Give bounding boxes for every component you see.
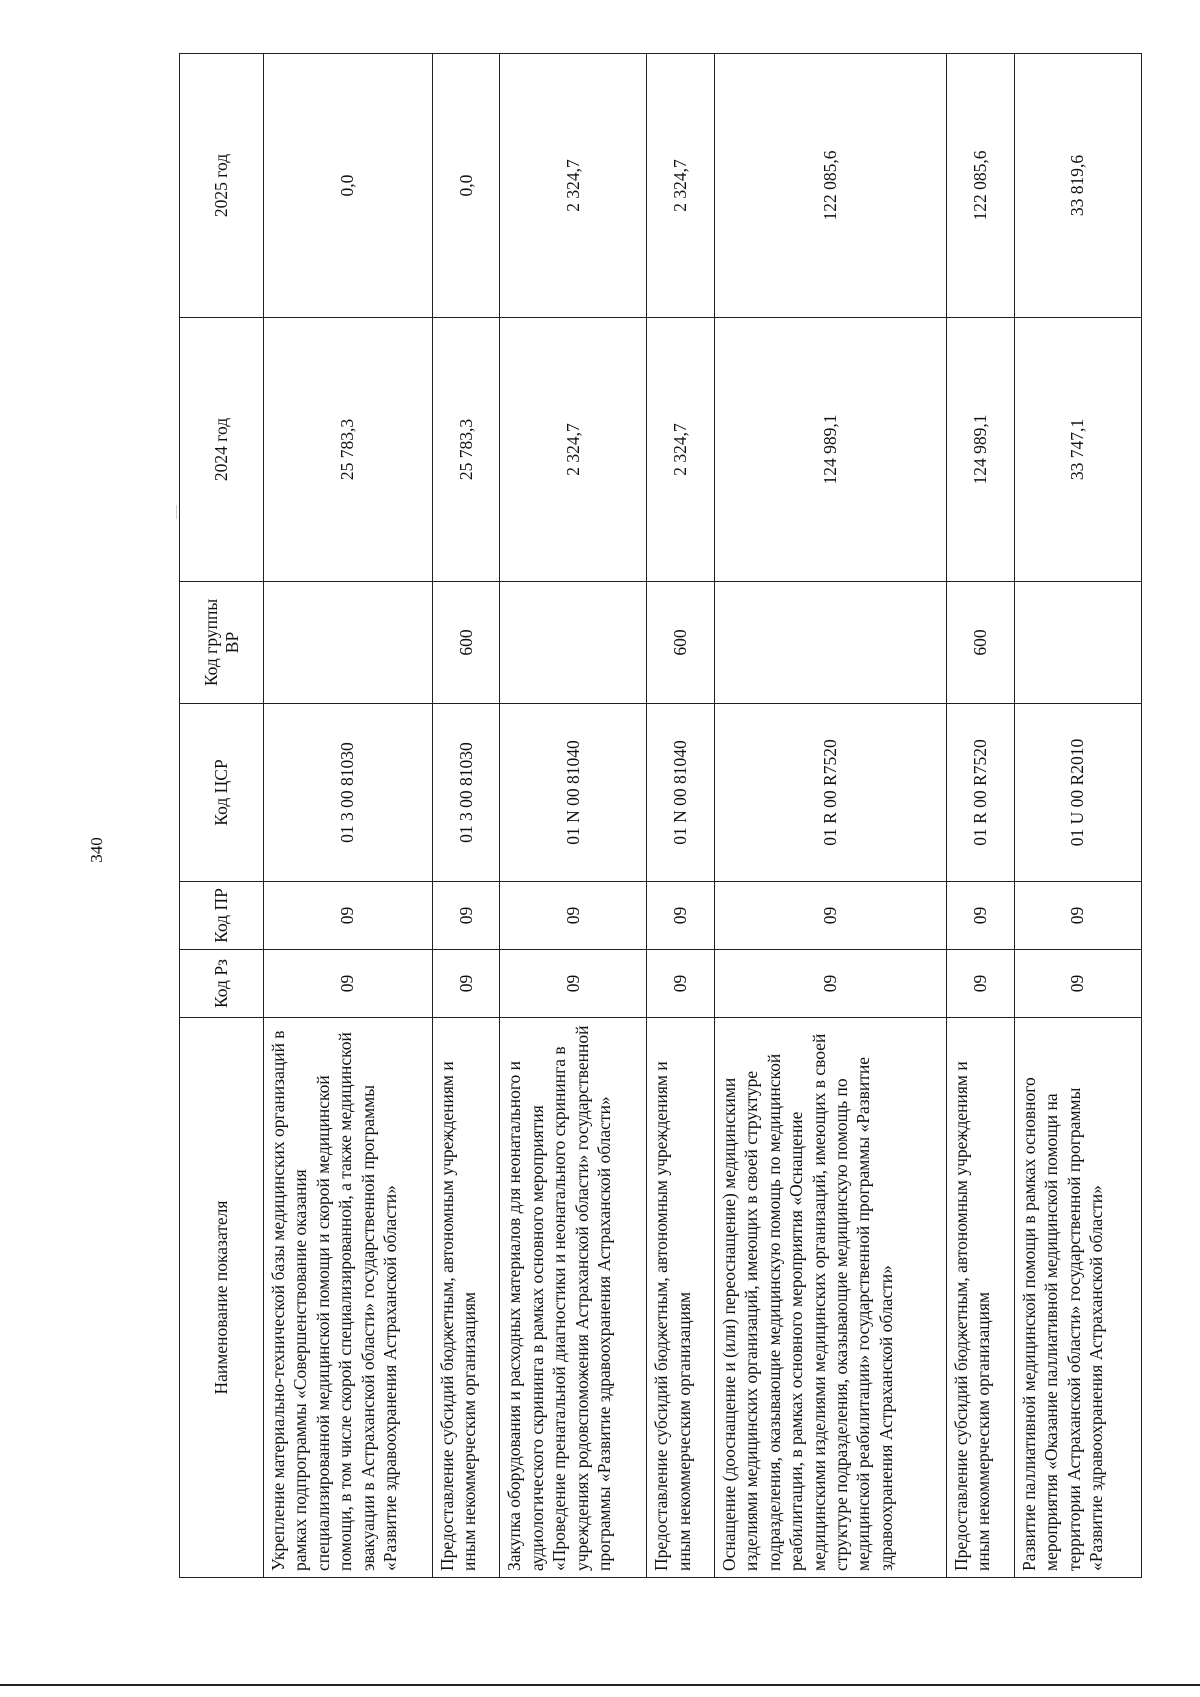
row-vr	[264, 582, 433, 704]
row-2025: 0,0	[432, 54, 500, 318]
row-pr: 09	[647, 882, 715, 950]
row-pr: 09	[432, 882, 500, 950]
header-pr: Код ПР	[180, 882, 264, 950]
row-name: Предоставление субсидий бюджетным, автономным учреждениям и иным некоммерческим организациям	[647, 1018, 715, 1578]
row-rz: 09	[715, 950, 947, 1018]
row-2025: 0,0	[264, 54, 433, 318]
header-name: Наименование показателя	[180, 1018, 264, 1578]
table-header-row	[180, 54, 264, 1578]
scan-mark	[176, 505, 177, 519]
row-vr	[500, 582, 647, 704]
row-csr: 01 3 00 81030	[264, 704, 433, 882]
row-pr: 09	[264, 882, 433, 950]
row-pr: 09	[500, 882, 647, 950]
table-row	[947, 54, 1015, 1578]
row-2025: 2 324,7	[647, 54, 715, 318]
row-pr: 09	[715, 882, 947, 950]
bottom-rule	[0, 1684, 1200, 1686]
table-row	[715, 54, 947, 1578]
header-2024: 2024 год	[180, 318, 264, 582]
row-csr: 01 U 00 R2010	[1014, 704, 1141, 882]
row-2024: 124 989,1	[715, 318, 947, 582]
row-2025: 122 085,6	[715, 54, 947, 318]
row-rz: 09	[500, 950, 647, 1018]
row-name: Оснащение (дооснащение и (или) переоснащение) медицинскими изделиями медицинских организаций, имеющих в своей структуре подразделения, оказывающие медицинскую помощь по медицинской реабилитации, в рамках основного мероприятия «Оснащение медицинскими изделиями медицинских организаций, имеющих в своей структуре подразделения, оказывающие медицинскую помощь по медицинской реабилитации» государственной программы «Развитие здравоохранения Астраханской области»	[715, 1018, 947, 1578]
table-row	[647, 54, 715, 1578]
row-rz: 09	[947, 950, 1015, 1018]
row-rz: 09	[264, 950, 433, 1018]
row-name: Закупка оборудования и расходных материалов для неонатального и аудиологического скрининга в рамках основного мероприятия «Проведение пренатальной диагностики и неонатального скрининга в учреждениях родовспоможения Астраханской области» государственной программы «Развитие здравоохранения Астраханской области»	[500, 1018, 647, 1578]
row-vr: 600	[647, 582, 715, 704]
budget-table	[179, 53, 1142, 1578]
header-vr: Код группы ВР	[180, 582, 264, 704]
row-2025: 33 819,6	[1014, 54, 1141, 318]
table-row	[264, 54, 433, 1578]
row-2024: 124 989,1	[947, 318, 1015, 582]
row-2024: 2 324,7	[500, 318, 647, 582]
row-csr: 01 3 00 81030	[432, 704, 500, 882]
row-name: Предоставление субсидий бюджетным, автономным учреждениям и иным некоммерческим организациям	[432, 1018, 500, 1578]
row-vr: 600	[947, 582, 1015, 704]
row-name: Развитие паллиативной медицинской помощи в рамках основного мероприятия «Оказание паллиативной медицинской помощи на территории Астраханской области» государственной программы «Развитие здравоохранения Астраханской области»	[1014, 1018, 1141, 1578]
row-rz: 09	[432, 950, 500, 1018]
row-rz: 09	[1014, 950, 1141, 1018]
row-csr: 01 N 00 81040	[500, 704, 647, 882]
row-rz: 09	[647, 950, 715, 1018]
row-vr: 600	[432, 582, 500, 704]
row-2025: 2 324,7	[500, 54, 647, 318]
row-csr: 01 R 00 R7520	[947, 704, 1015, 882]
row-2024: 25 783,3	[432, 318, 500, 582]
table-row	[500, 54, 647, 1578]
row-2025: 122 085,6	[947, 54, 1015, 318]
row-pr: 09	[947, 882, 1015, 950]
row-vr	[1014, 582, 1141, 704]
row-2024: 2 324,7	[647, 318, 715, 582]
header-2025: 2025 год	[180, 54, 264, 318]
row-vr	[715, 582, 947, 704]
header-csr: Код ЦСР	[180, 704, 264, 882]
row-pr: 09	[1014, 882, 1141, 950]
row-2024: 25 783,3	[264, 318, 433, 582]
row-name: Предоставление субсидий бюджетным, автономным учреждениям и иным некоммерческим организациям	[947, 1018, 1015, 1578]
page-number: 340	[87, 837, 106, 863]
row-2024: 33 747,1	[1014, 318, 1141, 582]
table-row	[1014, 54, 1141, 1578]
row-csr: 01 N 00 81040	[647, 704, 715, 882]
header-rz: Код Рз	[180, 950, 264, 1018]
row-name: Укрепление материально-технической базы медицинских организаций в рамках подпрограммы «Совершенствование оказания специализированной медицинской помощи и скорой медицинской помощи, в том числе скорой специализированной, а также медицинской эвакуации в Астраханской области» государственной программы «Развитие здравоохранения Астраханской области»	[264, 1018, 433, 1578]
budget-table-container	[179, 54, 1142, 1578]
table-row	[432, 54, 500, 1578]
row-csr: 01 R 00 R7520	[715, 704, 947, 882]
